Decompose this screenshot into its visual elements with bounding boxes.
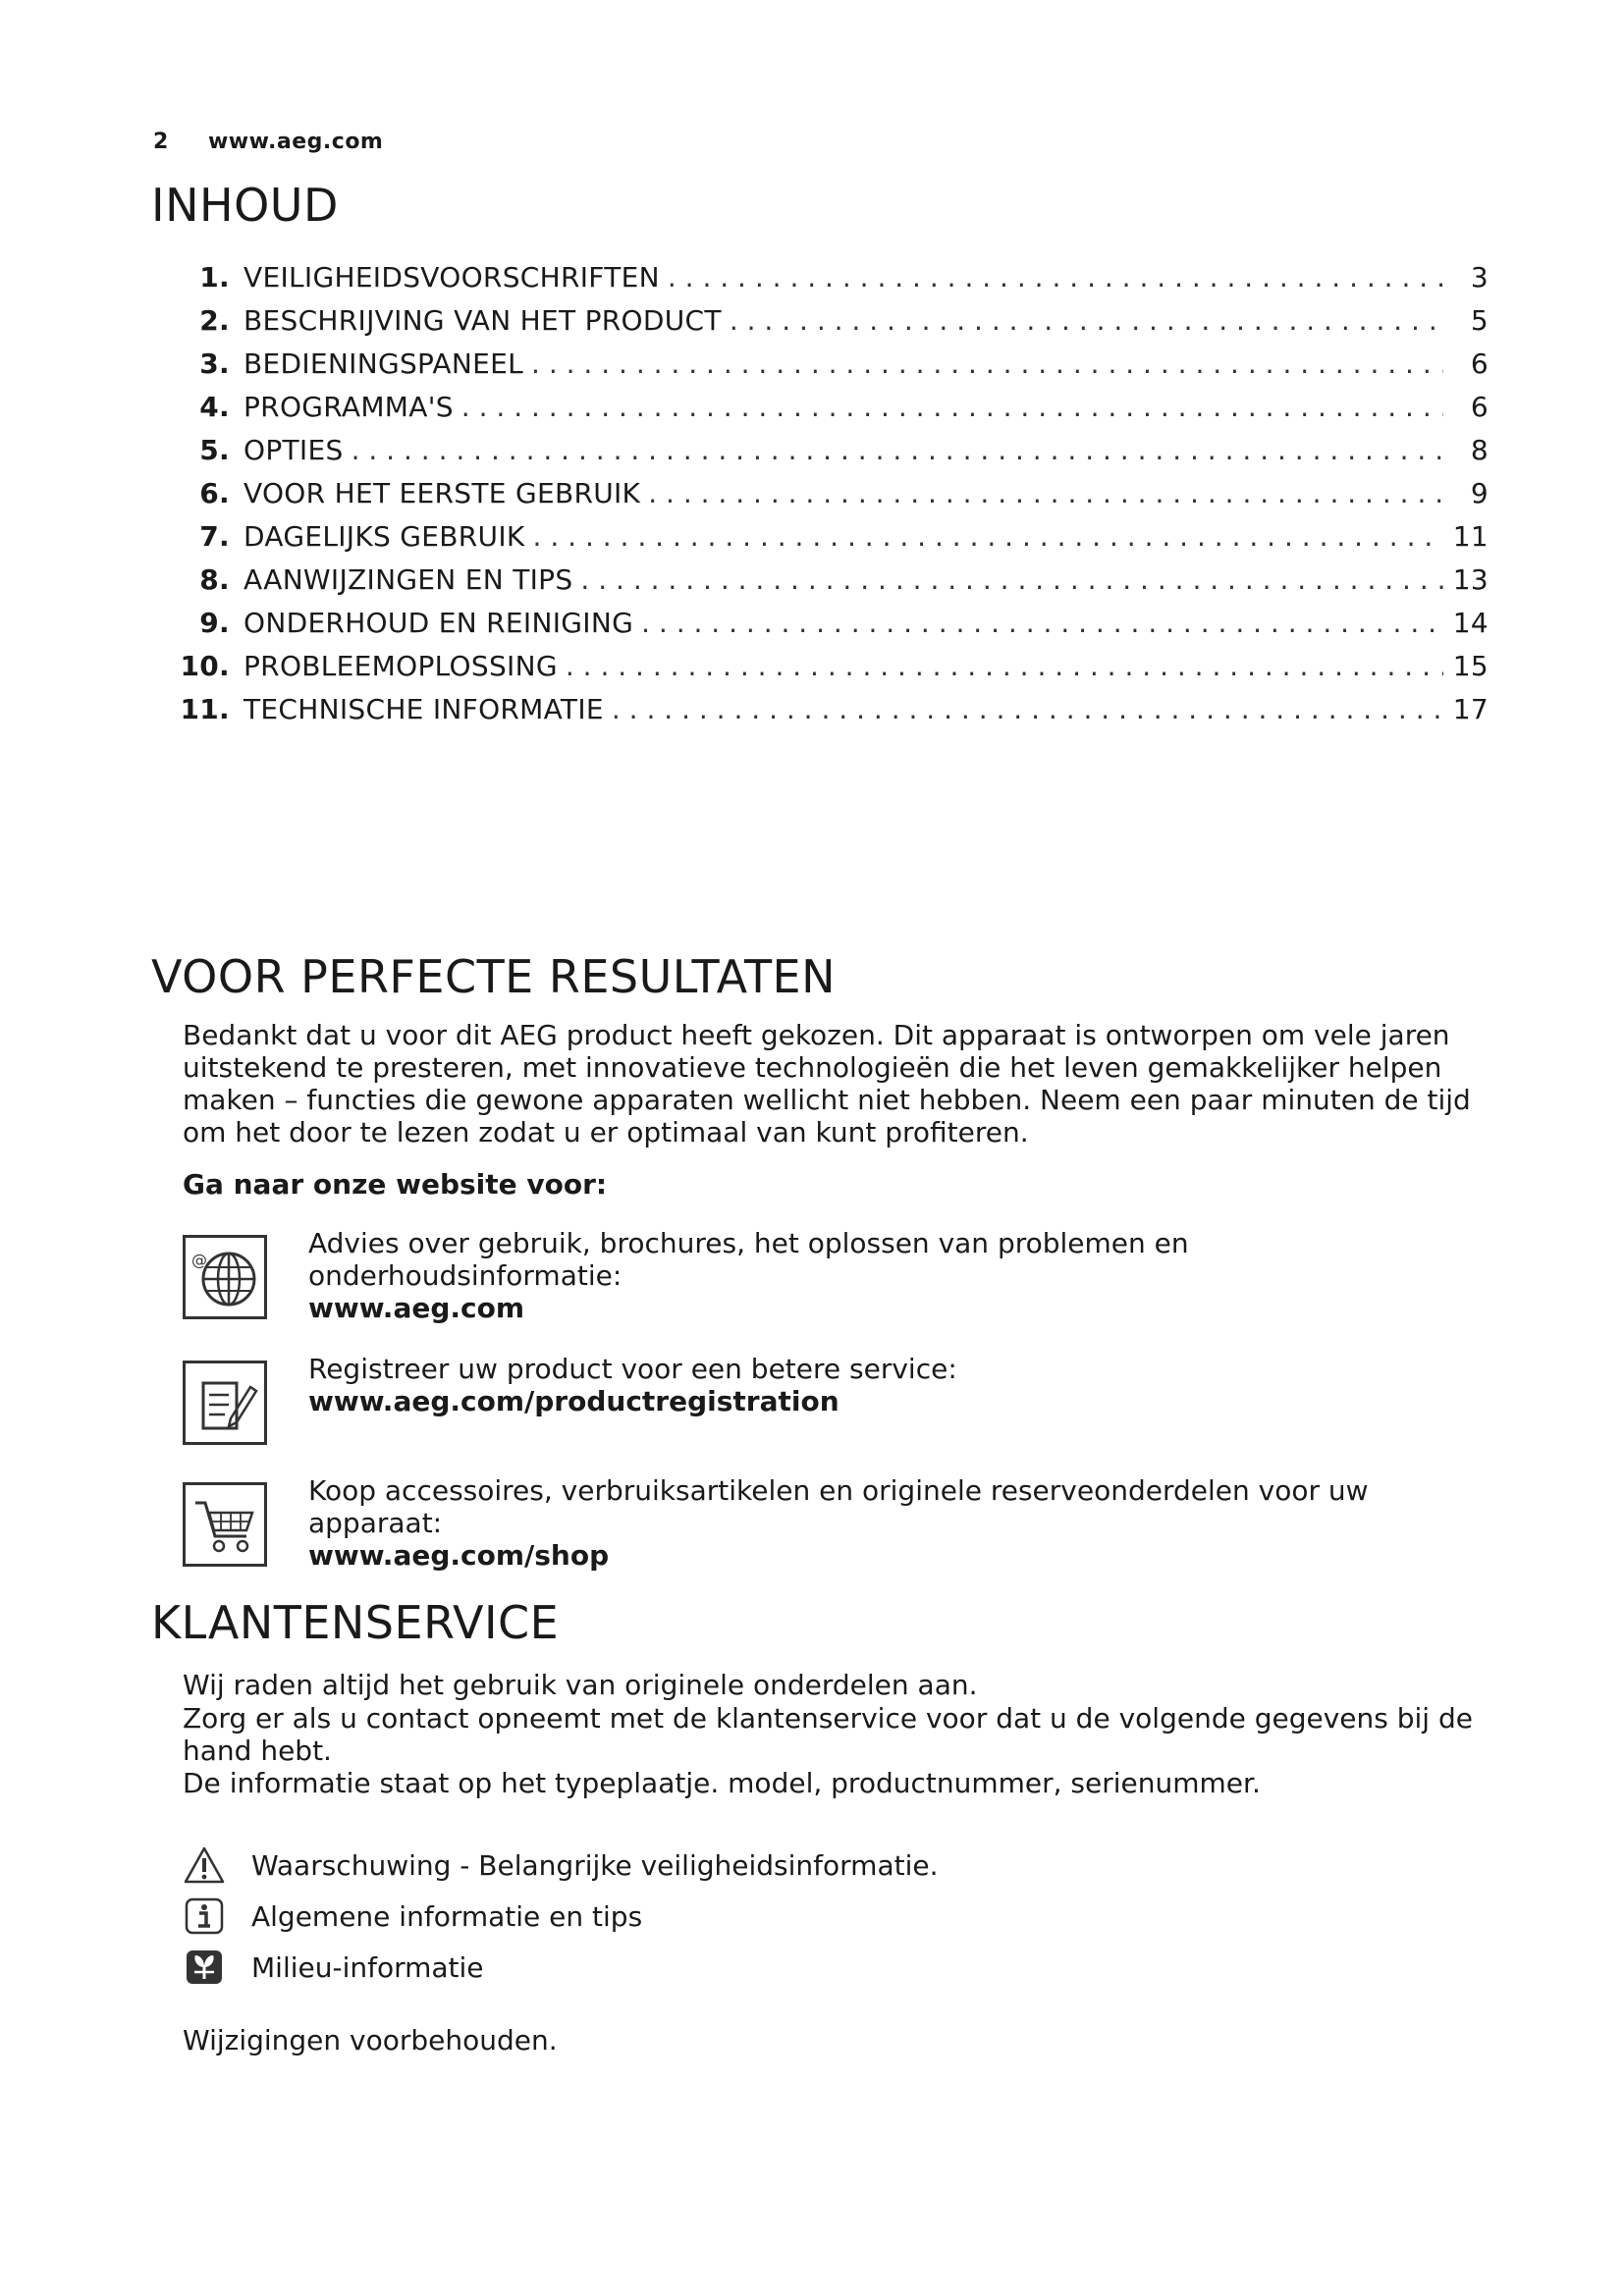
table-of-contents — [177, 261, 1489, 736]
toc-leader — [668, 261, 1443, 294]
toc-title: PROBLEEMOPLOSSING — [244, 650, 558, 682]
toc-heading: INHOUD — [151, 179, 339, 232]
toc-item[interactable] — [177, 261, 1489, 304]
toc-page: 3 — [1470, 261, 1489, 294]
toc-number: 11. — [180, 693, 230, 725]
toc-title: AANWIJZINGEN EN TIPS — [244, 563, 573, 596]
svg-text:@: @ — [191, 1251, 207, 1269]
toc-item[interactable] — [177, 520, 1489, 563]
toc-title: VEILIGHEIDSVOORSCHRIFTEN — [244, 261, 660, 294]
toc-leader — [531, 347, 1443, 380]
toc-leader — [566, 650, 1443, 682]
toc-leader — [461, 391, 1443, 423]
toc-leader — [580, 563, 1443, 596]
toc-number: 2. — [199, 304, 230, 337]
toc-number: 6. — [199, 477, 230, 509]
toc-title: BEDIENINGSPANEEL — [244, 347, 524, 380]
toc-number: 9. — [199, 607, 230, 639]
toc-page: 17 — [1452, 693, 1489, 725]
toc-leader — [641, 607, 1443, 639]
toc-title: ONDERHOUD EN REINIGING — [244, 607, 634, 639]
legend-label: Milieu-informatie — [251, 1951, 484, 1984]
results-heading: VOOR PERFECTE RESULTATEN — [151, 950, 837, 1003]
toc-title: OPTIES — [244, 434, 344, 466]
web-item-text — [308, 1353, 1467, 1417]
web-item-description: Advies over gebruik, brochures, het oplossen van problemen en onderhoudsinformatie: — [308, 1227, 1189, 1292]
toc-number: 8. — [199, 563, 230, 596]
toc-leader — [533, 520, 1443, 553]
toc-page: 13 — [1452, 563, 1489, 596]
service-text-contact: Zorg er als u contact opneemt met de klantenservice voor dat u de volgende gegevens bij de hand hebt. — [183, 1702, 1473, 1767]
info-icon — [183, 1896, 226, 1936]
toc-leader — [648, 477, 1443, 509]
warning-icon — [183, 1845, 226, 1885]
toc-leader — [612, 693, 1443, 725]
page-number: 2 — [153, 130, 169, 154]
intro-paragraph: Bedankt dat u voor dit AEG product heeft gekozen. Dit apparaat is ontworpen om vele jaren uitstekend te presteren, met innovatieve technologieën die het leven gemakkelijker helpen maken – functies die gewone apparaten wellicht niet hebben. Neem een paar minuten de tijd om het door te lezen zodat u er optimaal van kunt profiteren. — [183, 1019, 1471, 1148]
service-heading: KLANTENSERVICE — [151, 1596, 560, 1649]
service-text-parts: Wij raden altijd het gebruik van originele onderdelen aan. — [183, 1669, 978, 1701]
toc-title: VOOR HET EERSTE GEBRUIK — [244, 477, 641, 509]
web-link-registration[interactable]: www.aeg.com/productregistration — [308, 1385, 839, 1417]
toc-page: 6 — [1470, 347, 1489, 380]
toc-title: TECHNISCHE INFORMATIE — [244, 693, 604, 725]
shopping-cart-icon — [183, 1482, 267, 1567]
toc-number: 5. — [199, 434, 230, 466]
toc-page: 5 — [1470, 304, 1489, 337]
toc-number: 3. — [199, 347, 230, 380]
legend-label: Algemene informatie en tips — [251, 1900, 643, 1933]
toc-number: 10. — [180, 650, 230, 682]
toc-leader — [352, 434, 1443, 466]
toc-item[interactable] — [177, 391, 1489, 434]
registration-icon — [183, 1361, 267, 1445]
toc-leader — [730, 304, 1443, 337]
toc-number: 4. — [199, 391, 230, 423]
toc-page: 9 — [1470, 477, 1489, 509]
toc-item[interactable] — [177, 693, 1489, 736]
globe-at-icon — [183, 1235, 267, 1319]
toc-number: 7. — [199, 520, 230, 553]
toc-item[interactable] — [177, 434, 1489, 477]
header-url[interactable]: www.aeg.com — [207, 130, 384, 154]
toc-item[interactable] — [177, 607, 1489, 650]
toc-page: 8 — [1470, 434, 1489, 466]
web-item-description: Koop accessoires, verbruiksartikelen en originele reserveonderdelen voor uw apparaat: — [308, 1474, 1369, 1539]
toc-item[interactable] — [177, 477, 1489, 520]
toc-title: BESCHRIJVING VAN HET PRODUCT — [244, 304, 722, 337]
toc-page: 11 — [1452, 520, 1489, 553]
web-item-text — [308, 1227, 1467, 1324]
web-item-text — [308, 1474, 1467, 1572]
website-heading: Ga naar onze website voor: — [183, 1168, 608, 1201]
toc-page: 6 — [1470, 391, 1489, 423]
service-text-rating-plate: De informatie staat op het typeplaatje. model, productnummer, serienummer. — [183, 1767, 1261, 1799]
toc-page: 14 — [1452, 607, 1489, 639]
footnote: Wijzigingen voorbehouden. — [183, 2024, 558, 2056]
web-link-shop[interactable]: www.aeg.com/shop — [308, 1539, 610, 1572]
web-link-main[interactable]: www.aeg.com — [308, 1292, 525, 1324]
page-header — [153, 130, 383, 154]
toc-title: PROGRAMMA'S — [244, 391, 454, 423]
toc-number: 1. — [199, 261, 230, 294]
web-item-description: Registreer uw product voor een betere service: — [308, 1353, 957, 1385]
legend-label: Waarschuwing - Belangrijke veiligheidsinformatie. — [251, 1849, 939, 1882]
toc-item[interactable] — [177, 563, 1489, 607]
toc-item[interactable] — [177, 347, 1489, 391]
toc-item[interactable] — [177, 304, 1489, 347]
toc-title: DAGELIJKS GEBRUIK — [244, 520, 525, 553]
toc-page: 15 — [1452, 650, 1489, 682]
environment-icon — [183, 1948, 226, 1987]
toc-item[interactable] — [177, 650, 1489, 693]
